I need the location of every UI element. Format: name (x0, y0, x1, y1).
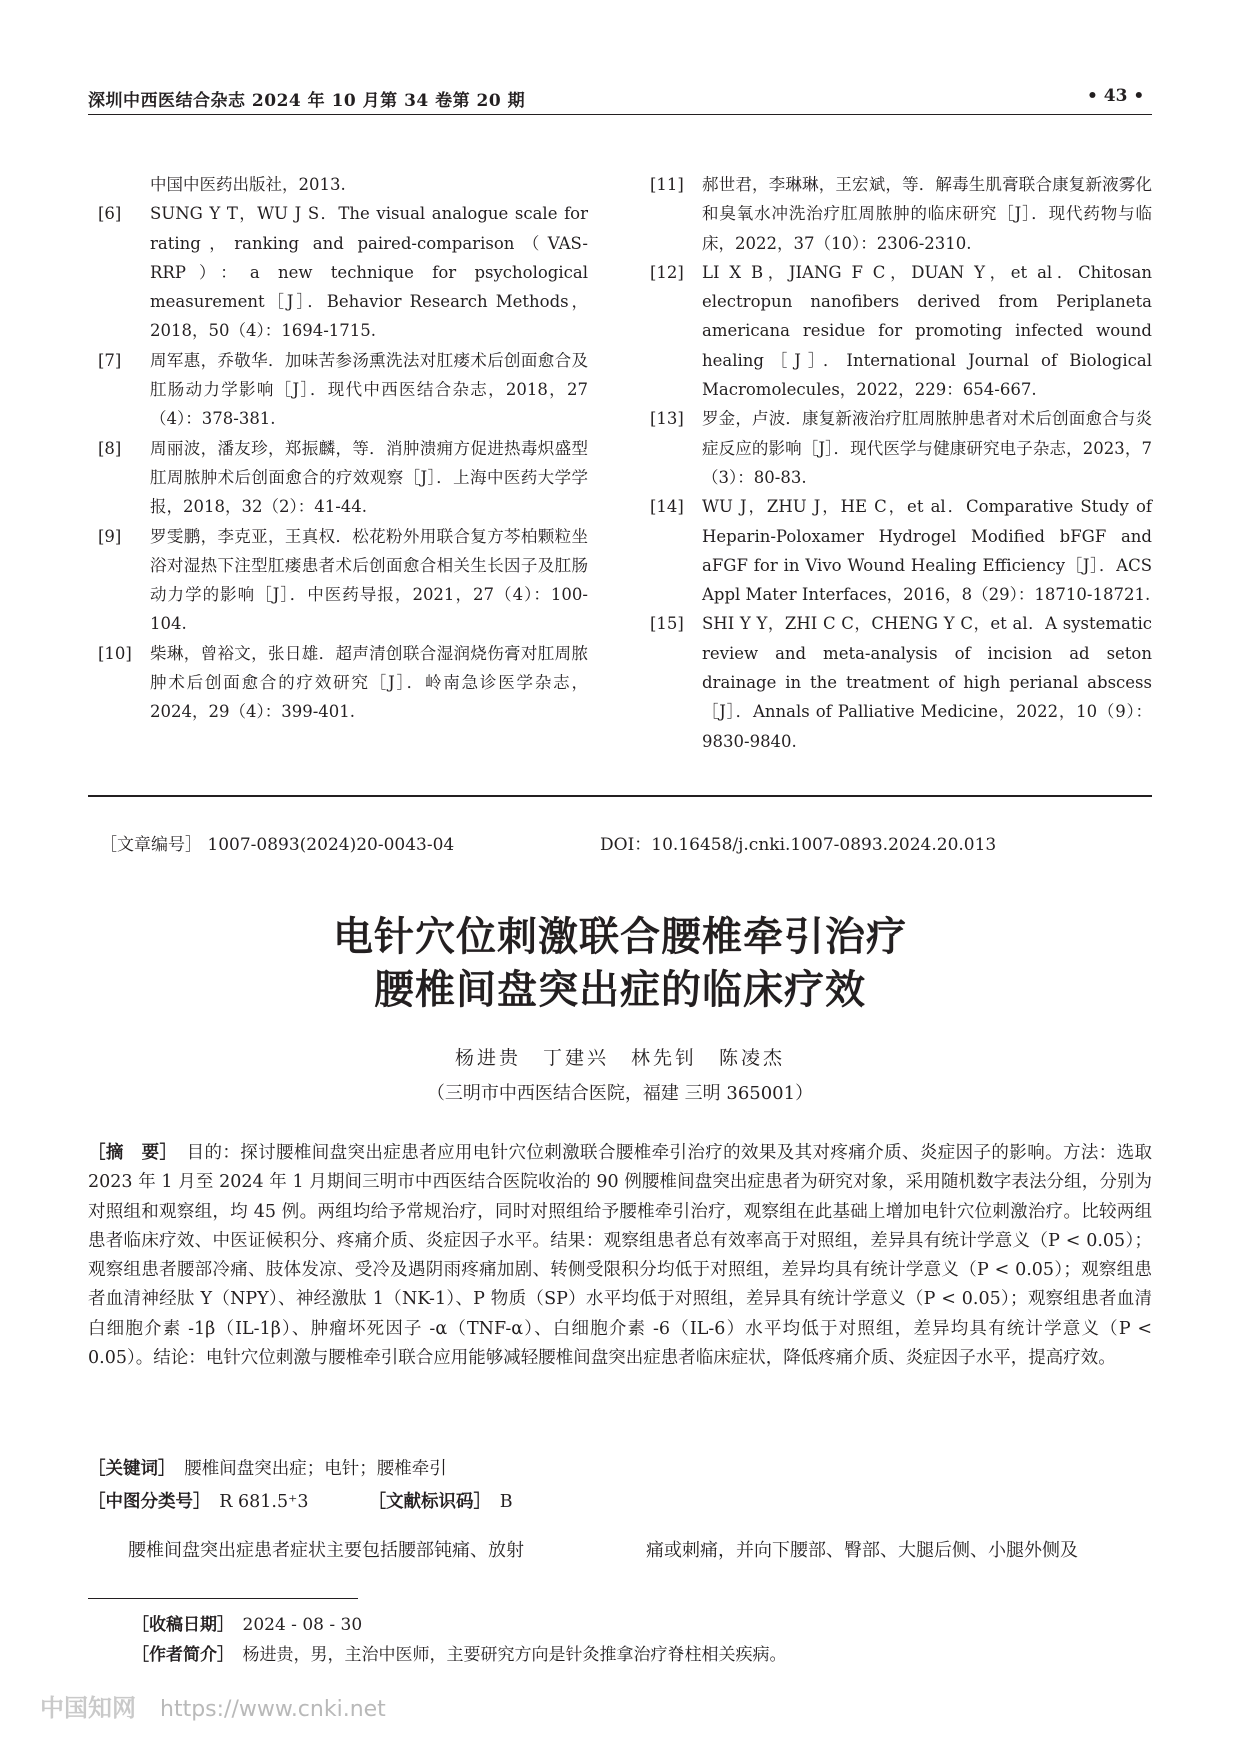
body-text-left: 腰椎间盘突出症患者症状主要包括腰部钝痛、放射 (128, 1540, 524, 1561)
references-right-column (640, 170, 1152, 756)
clc-code: R 681.5⁺3 (219, 1492, 309, 1512)
journal-header: 深圳中西医结合杂志 2024 年 10 月第 34 卷第 20 期 (88, 91, 526, 111)
section-separator (88, 795, 1152, 797)
authors: 杨进贵 丁建兴 林先钊 陈凌杰 (454, 1047, 785, 1069)
abstract-text: 目的：探讨腰椎间盘突出症患者应用电针穴位刺激联合腰椎牵引治疗的效果及其对疼痛介质、炎症因子的影响。方法：选取 2023 年 1 月至 2024 年 1 月期间三明市中西医结合医院收治的 90 例腰椎间盘突出症患者为研究对象，采用随机数字表法分组，分别为对照组和观察组，均 45 例。两组均给予常规治疗，同时对照组给予腰椎牵引治疗，观察组在此基础上增加电针穴位刺激治疗。比较两组患者临床疗效、中医证候积分、疼痛介质、炎症因子水平。结果：观察组患者总有效率高于对照组，差异具有统计学意义（P < 0.05）；观察组患者腰部冷痛、肢体发凉、受冷及遇阴雨疼痛加剧、转侧受限积分均低于对照组，差异均具有统计学意义（P < 0.05）；观察组患者血清神经肽 Y（NPY）、神经激肽 1（NK-1）、P 物质（SP）水平均低于对照组，差异具有统计学意义（P < 0.05）；观察组患者血清白细胞介素 -1β（IL-1β）、肿瘤坏死因子 -α（TNF-α）、白细胞介素 -6（IL-6）水平均低于对照组，差异均具有统计学意义（P < 0.05）。结论：电针穴位刺激与腰椎牵引联合应用能够减轻腰椎间盘突出症患者临床症状，降低疼痛介质、炎症因子水平，提高疗效。 (88, 1143, 1153, 1369)
article-title-line-1: 电针穴位刺激联合腰椎牵引治疗 (333, 914, 907, 960)
reference-item: [8] 周丽波，潘友珍，郑振麟，等．消肿溃痈方促进热毒炽盛型肛周脓肿术后创面愈合的疗效观察［J］．上海中医药大学学报，2018，32（2）：41-44. (98, 438, 588, 517)
doi: DOI：10.16458/j.cnki.1007-0893.2024.20.013 (600, 835, 997, 855)
page-number: • 43 • (1087, 86, 1145, 106)
keywords-line (88, 1455, 447, 1480)
reference-item: [9] 罗雯鹏，李克亚，王真权．松花粉外用联合复方芩柏颗粒坐浴对湿热下注型肛瘘患者术后创面愈合相关生长因子及肛肠动力学的影响［J］．中医药导报，2021，27（4）：100-104. (98, 526, 588, 634)
reference-item: 中国中医药出版社，2013. (150, 175, 346, 194)
article-number: ［文章编号］ 1007-0893(2024)20-0043-04 (100, 835, 455, 855)
doc-code-label: ［文献标识码］ (368, 1492, 483, 1512)
abstract-label: ［摘 要］ (88, 1143, 169, 1163)
reference-item: [13] 罗金，卢波．康复新液治疗肛周脓肿患者对术后创面愈合与炎症反应的影响［J］．现代医学与健康研究电子杂志，2023，7（3）：80-83. (650, 409, 1152, 487)
reference-item: [14] WU J，ZHU J，HE C，et al．Comparative Study of Heparin-Poloxamer Hydrogel Modified bFGF and aFGF for in Vivo Wound Healing Efficiency［J］．ACS Appl Mater Interfaces，2016，8（29）：18710-18721. (650, 497, 1152, 605)
cnki-url: https://www.cnki.net (160, 1697, 386, 1722)
doc-code: B (499, 1492, 513, 1512)
clc-label: ［中图分类号］ (88, 1492, 202, 1512)
body-text-right: 痛或刺痛，并向下腰部、臀部、大腿后侧、小腿外侧及 (646, 1540, 1078, 1561)
article-title-line-2: 腰椎间盘突出症的临床疗效 (374, 967, 866, 1013)
received-date: ［收稿日期］ 2024 - 08 - 30 (132, 1615, 363, 1635)
reference-item: [6] SUNG Y T，WU J S．The visual analogue scale for rating，ranking and paired-comparison（VAS-RRP）：a new technique for psychological measurement［J］．Behavior Research Methods，2018，50（4）：1694-1715. (98, 204, 588, 341)
reference-item: [15] SHI Y Y，ZHI C C，CHENG Y C，et al．A systematic review and meta-analysis of incision ad seton drainage in the treatment of high perianal abscess［J］．Annals of Palliative Medicine，2022，10（9）：9830-9840. (650, 614, 1152, 751)
abstract (88, 1139, 1152, 1373)
author-info: ［作者简介］ 杨进贵，男，主治中医师，主要研究方向是针灸推拿治疗脊柱相关疾病。 (132, 1645, 787, 1665)
keywords-label: ［关键词］ (88, 1459, 167, 1479)
reference-item: [7] 周军惠，乔敬华．加味苦参汤熏洗法对肛瘘术后创面愈合及肛肠动力学影响［J］．现代中西医结合杂志，2018，27（4）：378-381. (98, 350, 588, 429)
cnki-logo: 中国知网 (40, 1694, 136, 1722)
reference-item: [10] 柴琳，曾裕文，张日雄．超声清创联合湿润烧伤膏对肛周脓肿术后创面愈合的疗效研究［J］．岭南急诊医学杂志，2024，29（4）：399-401. (98, 643, 588, 722)
affiliation: （三明市中西医结合医院，福建 三明 365001） (426, 1083, 814, 1104)
references-left-column (88, 170, 588, 727)
reference-item: [11] 郝世君，李琳琳，王宏斌，等．解毒生肌膏联合康复新液雾化和臭氧水冲洗治疗肛周脓肿的临床研究［J］．现代药物与临床，2022，37（10）：2306-2310. (650, 175, 1152, 253)
reference-item: [12] LI X B，JIANG F C，DUAN Y，et al．Chitosan electropun nanofibers derived from Periplaneta americana residue for promoting infected wound healing［J］．International Journal of Biological Macromolecules，2022，229：654-667. (650, 262, 1152, 400)
cnki-watermark (40, 1688, 386, 1723)
classification-line (88, 1488, 513, 1513)
footnote-rule (88, 1598, 358, 1599)
keywords: 腰椎间盘突出症；电针；腰椎牵引 (184, 1459, 447, 1479)
header-rule (88, 114, 1152, 115)
